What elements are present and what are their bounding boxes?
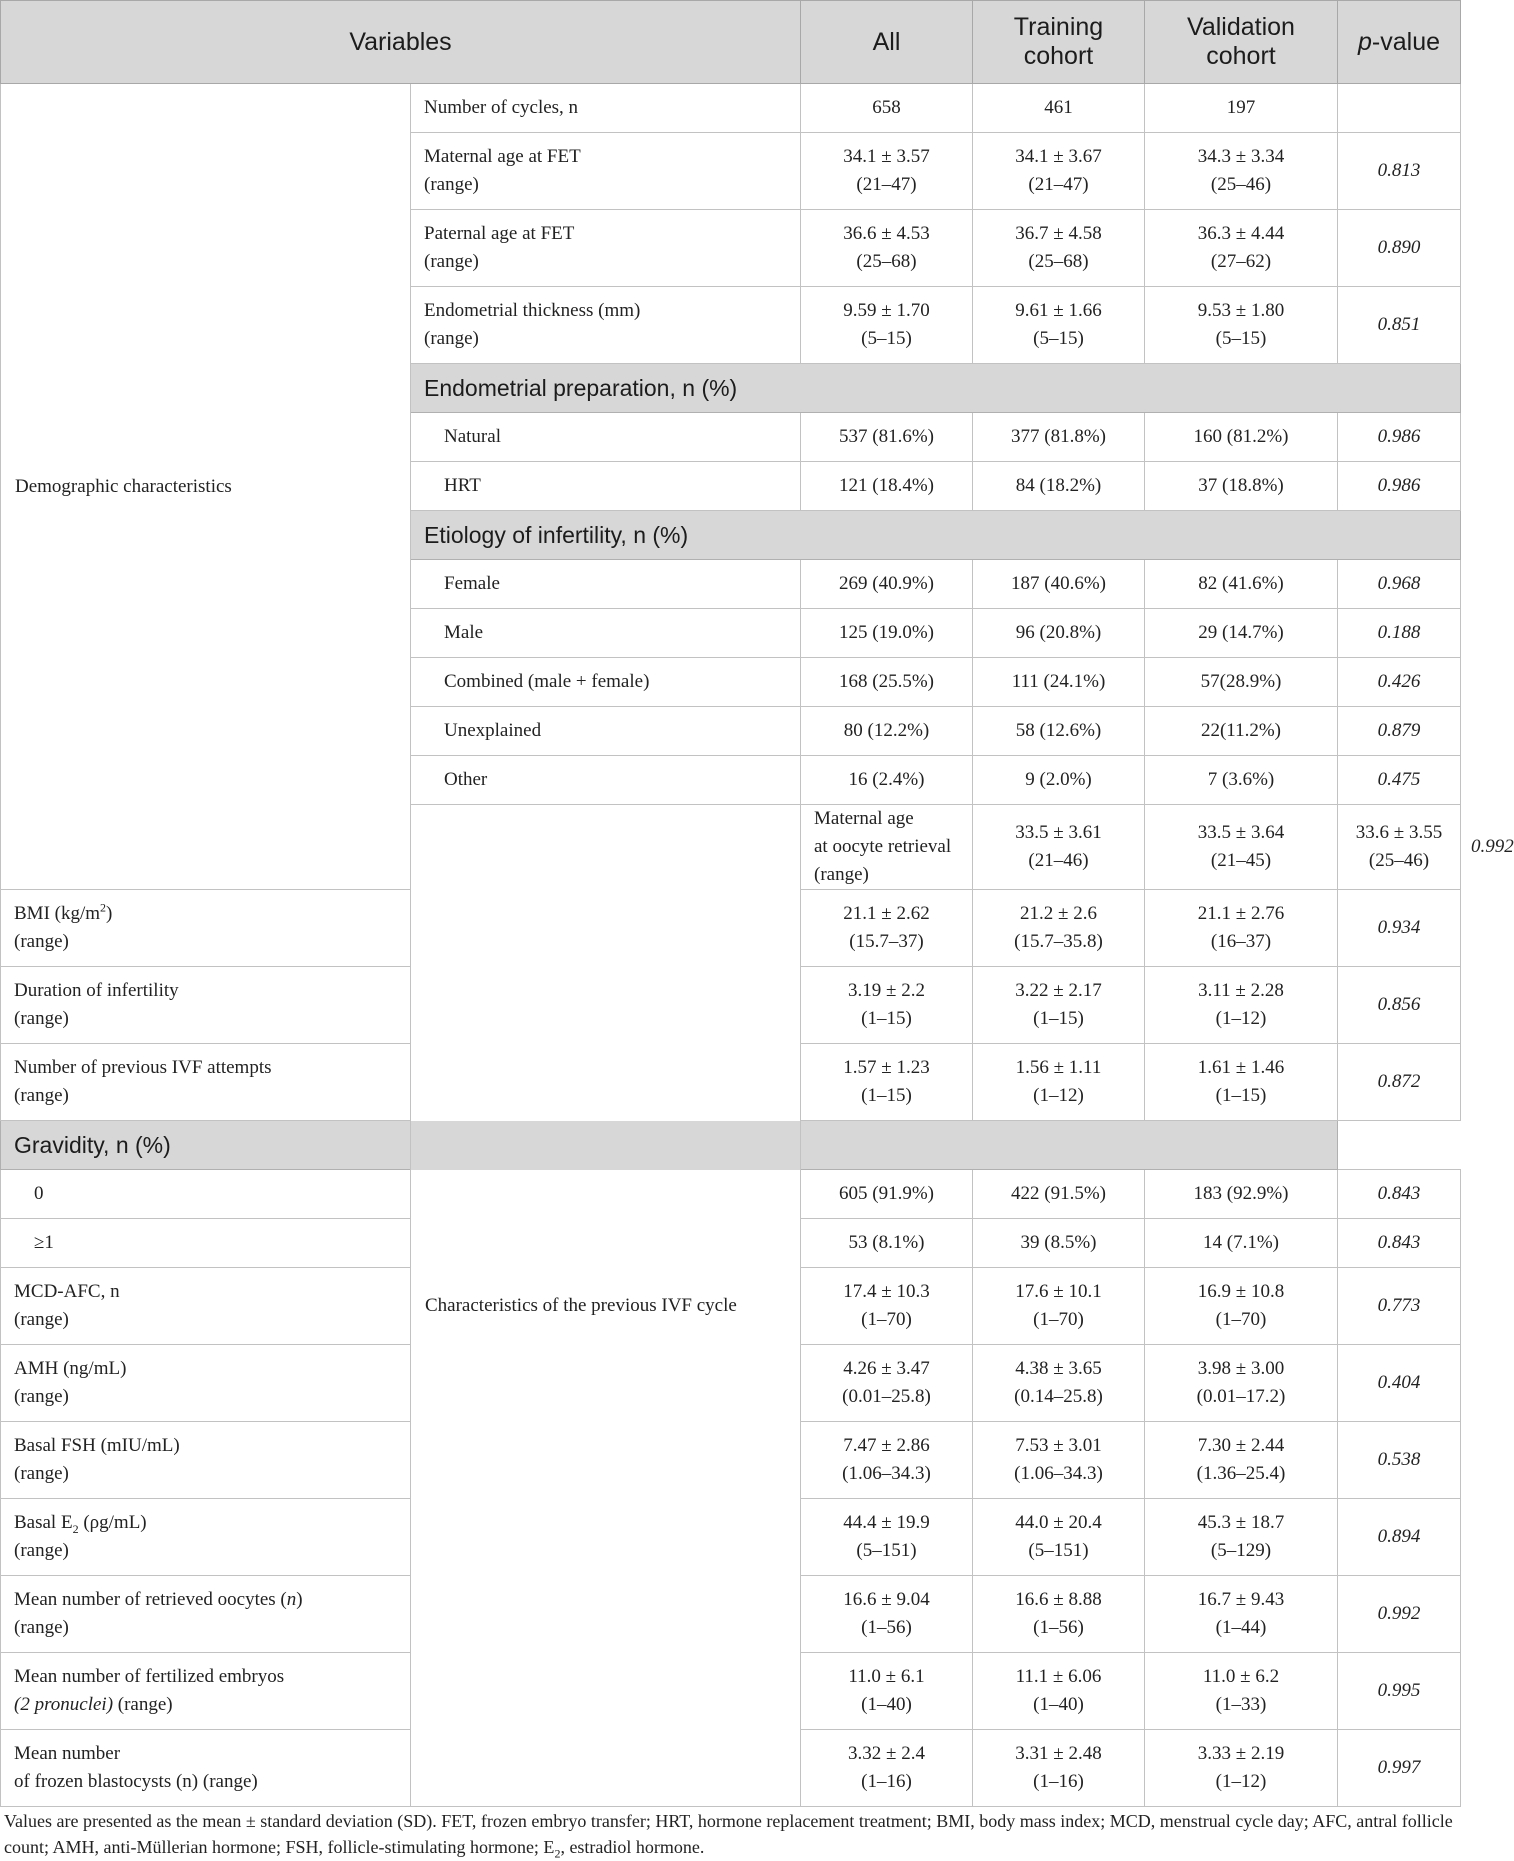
variable-cell: Mean number of fertilized embryos (2 pronuclei) (range) — [1, 1653, 411, 1730]
variable-cell: Maternal age at FET (range) — [411, 133, 801, 210]
variable-cell: Number of previous IVF attempts (range) — [1, 1044, 411, 1121]
value-pvalue: 0.986 — [1338, 413, 1461, 462]
value-pvalue: 0.968 — [1338, 560, 1461, 609]
value-pvalue: 0.843 — [1338, 1170, 1461, 1219]
variable-cell: MCD-AFC, n (range) — [1, 1268, 411, 1345]
variable-cell: HRT — [411, 462, 801, 511]
value-all: 80 (12.2%) — [801, 707, 973, 756]
variable-cell: Number of cycles, n — [411, 84, 801, 133]
value-all: 537 (81.6%) — [801, 413, 973, 462]
value-all: 3.32 ± 2.4 (1–16) — [801, 1730, 973, 1807]
value-all: 125 (19.0%) — [801, 609, 973, 658]
section-row — [1, 1121, 1461, 1170]
variable-cell: Unexplained — [411, 707, 801, 756]
value-pvalue: 0.934 — [1338, 890, 1461, 967]
value-pvalue: 0.851 — [1338, 287, 1461, 364]
value-training: 39 (8.5%) — [973, 1219, 1145, 1268]
value-pvalue: 0.890 — [1338, 210, 1461, 287]
value-validation: 14 (7.1%) — [1145, 1219, 1338, 1268]
value-pvalue: 0.426 — [1338, 658, 1461, 707]
value-training: 34.1 ± 3.67 (21–47) — [973, 133, 1145, 210]
value-validation: 9.53 ± 1.80 (5–15) — [1145, 287, 1338, 364]
value-all: 21.1 ± 2.62 (15.7–37) — [801, 890, 973, 967]
value-training: 1.56 ± 1.11 (1–12) — [973, 1044, 1145, 1121]
value-all: 7.47 ± 2.86 (1.06–34.3) — [801, 1422, 973, 1499]
variable-cell: Other — [411, 756, 801, 805]
variable-cell: Natural — [411, 413, 801, 462]
table-footnote: Values are presented as the mean ± standard deviation (SD). FET, frozen embryo transfer; HRT, hormone replacement treatment; BMI, body mass index; MCD, menstrual cycle day; AFC, antral follicle count; AMH, anti-Müllerian hormone; FSH, follicle-stimulating hormone; $E_2$, estradiol hormone. — [4, 1811, 1453, 1861]
value-validation: 1.61 ± 1.46 (1–15) — [1145, 1044, 1338, 1121]
value-training: 16.6 ± 8.88 (1–56) — [973, 1576, 1145, 1653]
value-pvalue: 0.894 — [1338, 1499, 1461, 1576]
value-training: 422 (91.5%) — [973, 1170, 1145, 1219]
value-validation: 21.1 ± 2.76 (16–37) — [1145, 890, 1338, 967]
value-all: 121 (18.4%) — [801, 462, 973, 511]
value-validation: 197 — [1145, 84, 1338, 133]
value-validation: 57(28.9%) — [1145, 658, 1338, 707]
header-variables: Variables — [1, 1, 801, 84]
variable-cell: BMI $(kg/m^2)$ (range) — [1, 890, 411, 967]
value-training: 11.1 ± 6.06 (1–40) — [973, 1653, 1145, 1730]
value-training: 461 — [973, 84, 1145, 133]
section-label-endometrial-preparation: Endometrial preparation, n (%) — [411, 364, 1461, 413]
variable-cell: Paternal age at FET (range) — [411, 210, 801, 287]
value-training: 7.53 ± 3.01 (1.06–34.3) — [973, 1422, 1145, 1499]
value-pvalue: 0.986 — [1338, 462, 1461, 511]
value-training: 3.22 ± 2.17 (1–15) — [973, 967, 1145, 1044]
group-label-previous-ivf: Characteristics of the previous IVF cycle — [411, 805, 801, 1807]
variable-cell: ≥1 — [1, 1219, 411, 1268]
value-validation: 22(11.2%) — [1145, 707, 1338, 756]
value-validation: 45.3 ± 18.7 (5–129) — [1145, 1499, 1338, 1576]
value-validation: 29 (14.7%) — [1145, 609, 1338, 658]
value-training: 17.6 ± 10.1 (1–70) — [973, 1268, 1145, 1345]
value-all: 34.1 ± 3.57 (21–47) — [801, 133, 973, 210]
value-all: 53 (8.1%) — [801, 1219, 973, 1268]
value-training: 377 (81.8%) — [973, 413, 1145, 462]
value-training: 96 (20.8%) — [973, 609, 1145, 658]
value-training: 58 (12.6%) — [973, 707, 1145, 756]
value-validation: 82 (41.6%) — [1145, 560, 1338, 609]
value-pvalue: 0.813 — [1338, 133, 1461, 210]
group-label-demographic: Demographic characteristics — [1, 84, 411, 890]
variable-cell: Duration of infertility (range) — [1, 967, 411, 1044]
value-validation: 16.9 ± 10.8 (1–70) — [1145, 1268, 1338, 1345]
value-training: 44.0 ± 20.4 (5–151) — [973, 1499, 1145, 1576]
value-validation: 11.0 ± 6.2 (1–33) — [1145, 1653, 1338, 1730]
value-all: 16.6 ± 9.04 (1–56) — [801, 1576, 973, 1653]
value-validation: 3.33 ± 2.19 (1–12) — [1145, 1730, 1338, 1807]
value-training: 36.7 ± 4.58 (25–68) — [973, 210, 1145, 287]
value-pvalue: 0.843 — [1338, 1219, 1461, 1268]
variable-cell: Combined (male + female) — [411, 658, 801, 707]
value-all: 16 (2.4%) — [801, 756, 973, 805]
value-pvalue: 0.997 — [1338, 1730, 1461, 1807]
value-all: 9.59 ± 1.70 (5–15) — [801, 287, 973, 364]
variable-cell: Maternal age at oocyte retrieval (range) — [801, 805, 973, 890]
value-validation: 7 (3.6%) — [1145, 756, 1338, 805]
variable-cell: Endometrial thickness (mm) (range) — [411, 287, 801, 364]
value-all: 11.0 ± 6.1 (1–40) — [801, 1653, 973, 1730]
value-all: 605 (91.9%) — [801, 1170, 973, 1219]
value-all: 168 (25.5%) — [801, 658, 973, 707]
variable-cell: 0 — [1, 1170, 411, 1219]
value-training: 3.31 ± 2.48 (1–16) — [973, 1730, 1145, 1807]
value-validation: 16.7 ± 9.43 (1–44) — [1145, 1576, 1338, 1653]
value-validation: 7.30 ± 2.44 (1.36–25.4) — [1145, 1422, 1338, 1499]
value-training: 4.38 ± 3.65 (0.14–25.8) — [973, 1345, 1145, 1422]
section-label-gravidity: Gravidity, n (%) — [1, 1121, 1338, 1170]
value-pvalue: 0.404 — [1338, 1345, 1461, 1422]
variable-cell: Mean number of frozen blastocysts (n) (range) — [1, 1730, 411, 1807]
value-all: 17.4 ± 10.3 (1–70) — [801, 1268, 973, 1345]
value-training: 84 (18.2%) — [973, 462, 1145, 511]
value-pvalue: 0.856 — [1338, 967, 1461, 1044]
value-pvalue: 0.538 — [1338, 1422, 1461, 1499]
variable-cell: Male — [411, 609, 801, 658]
table-row — [1, 84, 1461, 133]
value-pvalue — [1338, 84, 1461, 133]
value-all: 658 — [801, 84, 973, 133]
variable-cell: AMH (ng/mL) (range) — [1, 1345, 411, 1422]
variable-cell: Basal $E_2$ (ρg/mL) (range) — [1, 1499, 411, 1576]
value-all: 4.26 ± 3.47 (0.01–25.8) — [801, 1345, 973, 1422]
value-all: 269 (40.9%) — [801, 560, 973, 609]
value-pvalue: 0.879 — [1338, 707, 1461, 756]
variable-cell: Basal FSH (mIU/mL) (range) — [1, 1422, 411, 1499]
value-pvalue: 0.992 — [1338, 1576, 1461, 1653]
value-pvalue: 0.995 — [1338, 1653, 1461, 1730]
value-pvalue: 0.773 — [1338, 1268, 1461, 1345]
value-all: 36.6 ± 4.53 (25–68) — [801, 210, 973, 287]
value-all: 3.19 ± 2.2 (1–15) — [801, 967, 973, 1044]
header-row — [1, 1, 1461, 84]
value-training: 9 (2.0%) — [973, 756, 1145, 805]
value-validation: 36.3 ± 4.44 (27–62) — [1145, 210, 1338, 287]
value-all: 1.57 ± 1.23 (1–15) — [801, 1044, 973, 1121]
value-training: 187 (40.6%) — [973, 560, 1145, 609]
value-training: 9.61 ± 1.66 (5–15) — [973, 287, 1145, 364]
variable-cell: Mean number of retrieved oocytes (n) (range) — [1, 1576, 411, 1653]
table-row: Characteristics of the previous IVF cycle Maternal age at oocyte retrieval (range) 33.5 ± 3.61 (21–46) 33.5 ± 3.64 (21–45) 33.6 ± 3.55 (25–46) 0.992 — [1, 805, 1461, 890]
value-pvalue: 0.872 — [1338, 1044, 1461, 1121]
header-training: Training cohort — [973, 1, 1145, 84]
value-training: 111 (24.1%) — [973, 658, 1145, 707]
header-pvalue: p-value — [1338, 1, 1461, 84]
value-validation: 3.11 ± 2.28 (1–12) — [1145, 967, 1338, 1044]
value-validation: 183 (92.9%) — [1145, 1170, 1338, 1219]
value-validation: 37 (18.8%) — [1145, 462, 1338, 511]
value-all: 33.5 ± 3.61 (21–46) — [973, 805, 1145, 890]
value-validation: 34.3 ± 3.34 (25–46) — [1145, 133, 1338, 210]
section-label-etiology: Etiology of infertility, n (%) — [411, 511, 1461, 560]
value-validation: 160 (81.2%) — [1145, 413, 1338, 462]
value-pvalue: 0.475 — [1338, 756, 1461, 805]
value-validation: 3.98 ± 3.00 (0.01–17.2) — [1145, 1345, 1338, 1422]
value-validation: 33.6 ± 3.55 (25–46) — [1338, 805, 1461, 890]
variable-cell: Female — [411, 560, 801, 609]
value-training: 21.2 ± 2.6 (15.7–35.8) — [973, 890, 1145, 967]
header-all: All — [801, 1, 973, 84]
header-validation: Validation cohort — [1145, 1, 1338, 84]
value-all: 44.4 ± 19.9 (5–151) — [801, 1499, 973, 1576]
value-training: 33.5 ± 3.64 (21–45) — [1145, 805, 1338, 890]
value-pvalue: 0.188 — [1338, 609, 1461, 658]
